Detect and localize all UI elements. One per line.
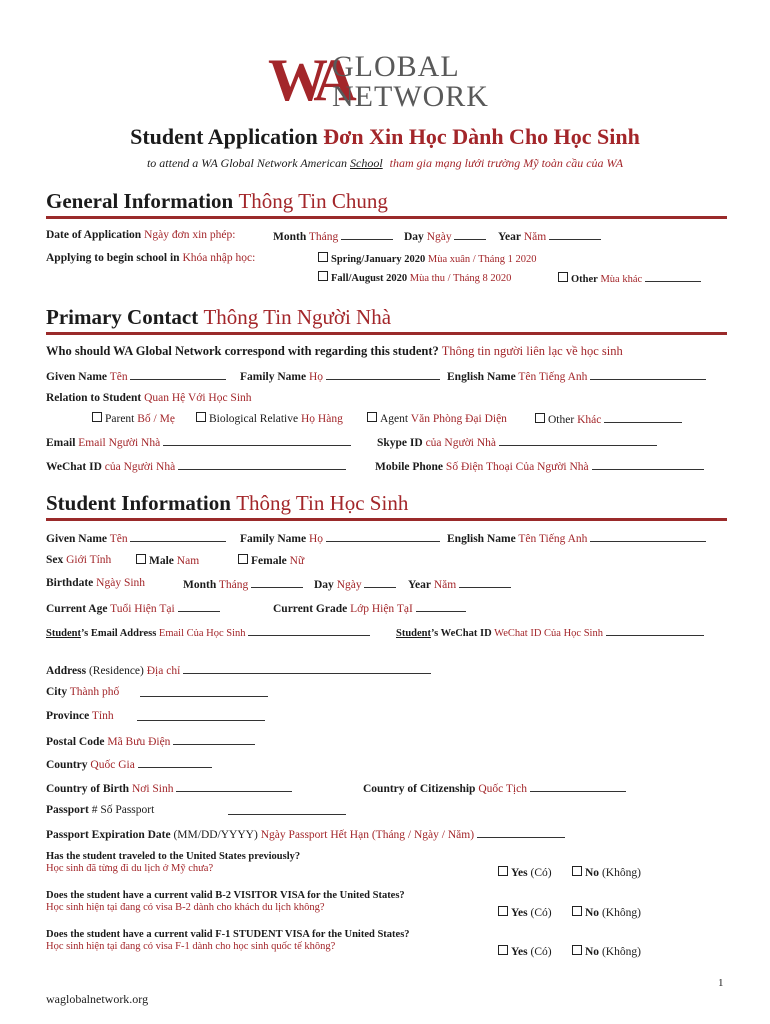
postal-code-field[interactable]: Postal Code Mã Bưu Điện	[46, 734, 255, 748]
relation-label: Relation to Student Quan Hệ Với Học Sinh	[46, 392, 252, 404]
student-english-name-field[interactable]: English Name Tên Tiếng Anh	[447, 531, 706, 545]
page-number: 1	[718, 977, 724, 989]
passport-expiration-field[interactable]: Passport Expiration Date (MM/DD/YYYY) Ngày Passport Hết Hạn (Tháng / Ngày / Năm)	[46, 827, 565, 841]
contact-given-name-field[interactable]: Given Name Tên	[46, 369, 226, 383]
q1-no-checkbox[interactable]: No (Không)	[572, 866, 641, 879]
country-field[interactable]: Country Quốc Gia	[46, 757, 212, 771]
relation-parent-checkbox[interactable]: Parent Bố / Mẹ	[92, 412, 175, 425]
section-heading-general: General Information Thông Tin Chung	[46, 189, 388, 213]
birth-day-field[interactable]: Day Ngày	[314, 577, 396, 591]
q1-yes-checkbox[interactable]: Yes (Có)	[498, 866, 552, 879]
logo-wa-mark: WA	[268, 47, 349, 113]
student-family-name-field[interactable]: Family Name Họ	[240, 531, 440, 545]
date-of-application-label: Date of Application Ngày đơn xin phép:	[46, 229, 236, 241]
current-grade-field[interactable]: Current Grade Lớp Hiện TạI	[273, 601, 466, 615]
birth-month-field[interactable]: Month Tháng	[183, 577, 303, 591]
spring-checkbox[interactable]: Spring/January 2020 Mùa xuân / Tháng 1 2020	[318, 252, 536, 265]
application-year-field[interactable]: Year Năm	[498, 229, 601, 243]
passport-underline	[228, 804, 346, 818]
page-subtitle: to attend a WA Global Network American School tham gia mạng lưới trường Mỹ toàn cầu của WA	[146, 156, 624, 170]
province-underline	[137, 710, 265, 724]
sex-female-checkbox[interactable]: Female Nữ	[238, 554, 304, 567]
section-heading-student: Student Information Thông Tin Học Sinh	[46, 491, 409, 515]
sex-male-checkbox[interactable]: Male Nam	[136, 554, 199, 567]
q2-yes-checkbox[interactable]: Yes (Có)	[498, 906, 552, 919]
logo-line-2: NETWORK	[332, 80, 489, 113]
contact-wechat-field[interactable]: WeChat ID của Người Nhà	[46, 459, 346, 473]
checkbox-icon	[196, 412, 206, 422]
checkbox-icon	[136, 554, 146, 564]
contact-family-name-field[interactable]: Family Name Họ	[240, 369, 440, 383]
fall-checkbox[interactable]: Fall/August 2020 Mùa thu / Tháng 8 2020	[318, 271, 511, 284]
section-divider	[46, 332, 727, 335]
checkbox-icon	[498, 866, 508, 876]
q2-no-checkbox[interactable]: No (Không)	[572, 906, 641, 919]
passport-field[interactable]: Passport # Số Passport	[46, 804, 155, 816]
page-title: Student Application Đơn Xin Học Dành Cho Học Sinh	[130, 124, 640, 149]
begin-school-label: Applying to begin school in Khóa nhập học:	[46, 252, 256, 264]
relation-biological-checkbox[interactable]: Biological Relative Họ Hàng	[196, 412, 343, 425]
question-traveled-us: Has the student traveled to the United States previously? Học sinh đã từng đi du lịch ở Mỹ chưa?	[46, 851, 301, 874]
section-divider	[46, 518, 727, 521]
contact-english-name-field[interactable]: English Name Tên Tiếng Anh	[447, 369, 706, 383]
sex-label: Sex Giới Tính	[46, 554, 112, 566]
checkbox-icon	[498, 945, 508, 955]
checkbox-icon	[92, 412, 102, 422]
address-field[interactable]: Address (Residence) Địa chỉ	[46, 663, 431, 677]
checkbox-icon	[238, 554, 248, 564]
checkbox-icon	[367, 412, 377, 422]
application-month-field[interactable]: Month Tháng	[273, 229, 393, 243]
country-of-citizenship-field[interactable]: Country of Citizenship Quốc Tịch	[363, 781, 626, 795]
city-underline	[140, 686, 268, 700]
q3-yes-checkbox[interactable]: Yes (Có)	[498, 945, 552, 958]
contact-mobile-field[interactable]: Mobile Phone Số Điện Thoại Của Người Nhà	[375, 459, 704, 473]
relation-other-checkbox[interactable]: Other Khác	[535, 412, 682, 426]
contact-skype-field[interactable]: Skype ID của Người Nhà	[377, 435, 657, 449]
student-wechat-field[interactable]: Student’s WeChat ID WeChat ID Của Học Sinh	[396, 625, 704, 639]
relation-agent-checkbox[interactable]: Agent Văn Phòng Đại Diện	[367, 412, 507, 425]
section-heading-primary-contact: Primary Contact Thông Tin Người Nhà	[46, 305, 392, 329]
checkbox-icon	[572, 866, 582, 876]
checkbox-icon	[535, 413, 545, 423]
contact-email-field[interactable]: Email Email Người Nhà	[46, 435, 351, 449]
current-age-field[interactable]: Current Age Tuổi Hiện Tại	[46, 601, 220, 615]
q3-no-checkbox[interactable]: No (Không)	[572, 945, 641, 958]
birth-year-field[interactable]: Year Năm	[408, 577, 511, 591]
checkbox-icon	[572, 906, 582, 916]
checkbox-icon	[318, 252, 328, 262]
city-field[interactable]: City Thành phố	[46, 686, 120, 698]
checkbox-icon	[558, 272, 568, 282]
question-f1-visa: Does the student have a current valid F-1 STUDENT VISA for the United States? Học sinh hiện tại đang có visa F-1 dành cho học sinh quốc tế không?	[46, 929, 410, 952]
student-given-name-field[interactable]: Given Name Tên	[46, 531, 226, 545]
contact-question: Who should WA Global Network correspond with regarding this student? Thông tin người liên lạc về học sinh	[46, 344, 623, 358]
question-b2-visa: Does the student have a current valid B-2 VISITOR VISA for the United States? Học sinh hiện tại đang có visa B-2 dành cho khách du lịch không?	[46, 890, 405, 913]
student-email-field[interactable]: Student’s Email Address Email Của Học Sinh	[46, 625, 370, 639]
country-of-birth-field[interactable]: Country of Birth Nơi Sinh	[46, 781, 292, 795]
checkbox-icon	[572, 945, 582, 955]
checkbox-icon	[318, 271, 328, 281]
application-day-field[interactable]: Day Ngày	[404, 229, 486, 243]
footer-website: waglobalnetwork.org	[46, 992, 149, 1006]
checkbox-icon	[498, 906, 508, 916]
other-term-checkbox[interactable]: Other Mùa khác	[558, 271, 701, 285]
logo-line-1: GLOBAL	[332, 50, 460, 83]
province-field[interactable]: Province Tỉnh	[46, 710, 114, 722]
birthdate-label: Birthdate Ngày Sinh	[46, 577, 146, 589]
section-divider	[46, 216, 727, 219]
